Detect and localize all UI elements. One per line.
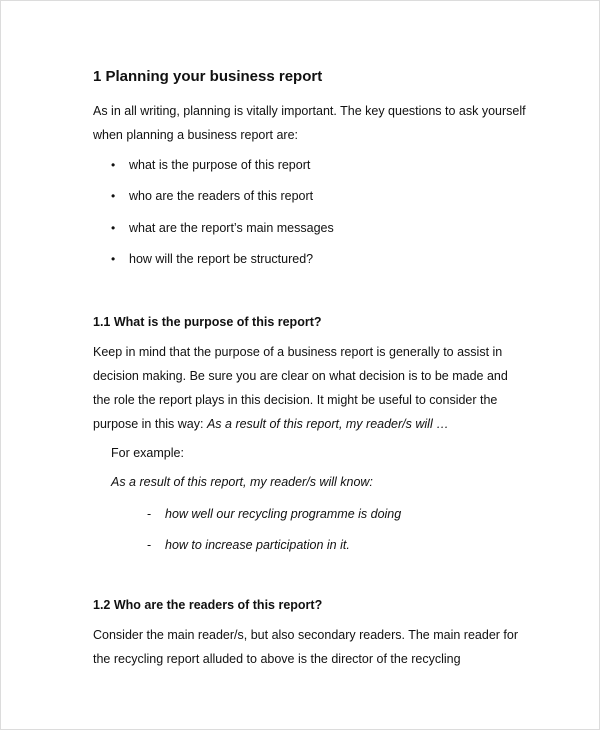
purpose-line-1: Keep in mind that the purpose of a business report is generally to assist in: [93, 345, 503, 359]
purpose-line-4: [93, 412, 449, 436]
example-label: For example:: [111, 446, 184, 460]
bullet-item: [111, 252, 411, 270]
dash-list-item: [147, 538, 467, 556]
purpose-line-4-italic: As a result of this report, my reader/s will …: [206, 417, 449, 431]
example-lead: As a result of this report, my reader/s will know:: [111, 475, 373, 489]
section-heading-readers: 1.2 Who are the readers of this report?: [93, 598, 323, 612]
dash-icon: -: [147, 538, 152, 552]
purpose-line-4-plain: purpose in this way:: [93, 417, 207, 431]
bullet-text: how will the report be structured?: [129, 252, 314, 266]
intro-line-2: when planning a business report are:: [93, 128, 298, 142]
bullet-text: who are the readers of this report: [129, 189, 314, 203]
bullet-dot-icon: •: [111, 252, 116, 266]
purpose-line-3: the role the report plays in this decision. It might be useful to consider the: [93, 393, 498, 407]
dash-list-text: how well our recycling programme is doing: [165, 507, 402, 521]
section-heading-planning: 1 Planning your business report: [93, 68, 323, 85]
section-heading-purpose: 1.1 What is the purpose of this report?: [93, 315, 322, 329]
dash-icon: -: [147, 507, 152, 521]
bullet-dot-icon: •: [111, 158, 116, 172]
bullet-item: [111, 221, 411, 239]
bullet-dot-icon: •: [111, 189, 116, 203]
intro-line-1: As in all writing, planning is vitally important. The key questions to ask yourself: [93, 104, 526, 118]
bullet-item: [111, 158, 411, 176]
dash-list-text: how to increase participation in it.: [165, 538, 350, 552]
bullet-item: [111, 189, 411, 207]
dash-list-item: [147, 507, 467, 525]
bullet-text: what are the report’s main messages: [129, 221, 334, 235]
readers-line-1: Consider the main reader/s, but also secondary readers. The main reader for: [93, 628, 518, 642]
bullet-text: what is the purpose of this report: [129, 158, 311, 172]
bullet-dot-icon: •: [111, 221, 116, 235]
purpose-line-2: decision making. Be sure you are clear on what decision is to be made and: [93, 369, 508, 383]
readers-line-2: the recycling report alluded to above is the director of the recycling: [93, 652, 461, 666]
